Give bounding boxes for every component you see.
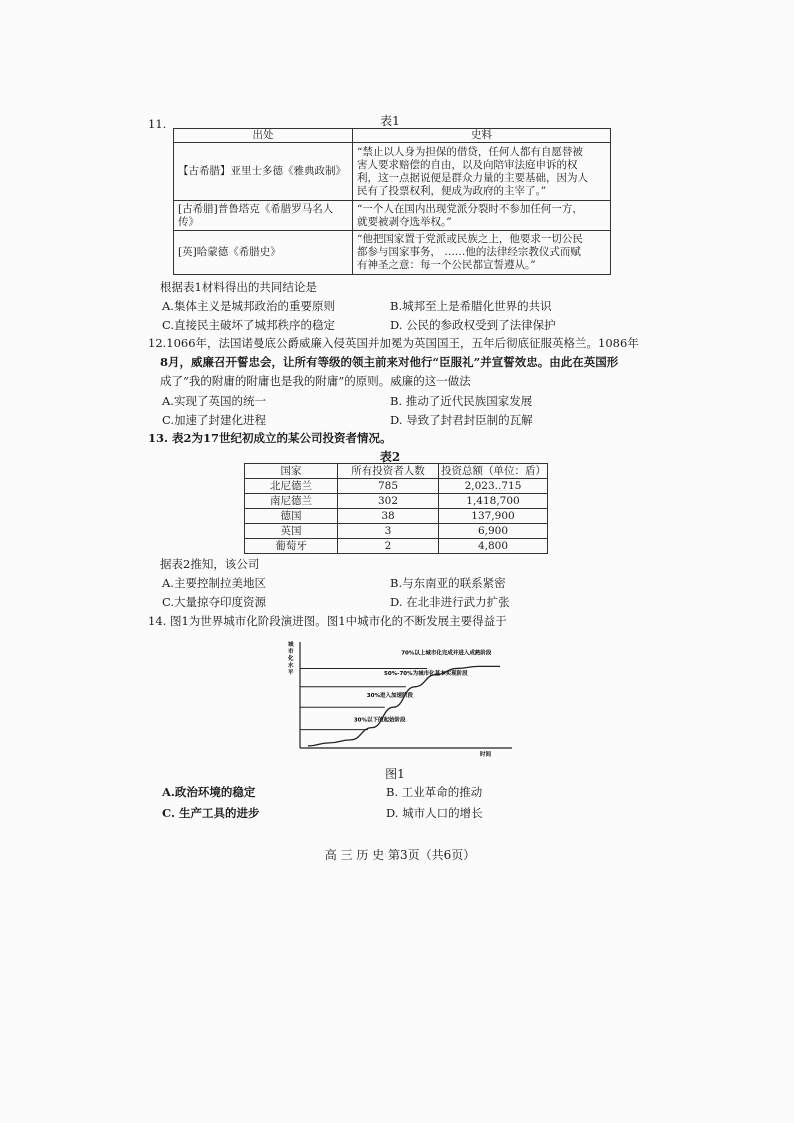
q14-option-d[interactable]: D. 城市人口的增长 xyxy=(386,806,483,820)
question-14-stem: 14. 图1为世界城市化阶段演进图。图1中城市化的不断发展主要得益于 xyxy=(148,614,507,628)
table-2 xyxy=(244,463,548,554)
q13-option-a[interactable]: A.主要控制拉美地区 xyxy=(162,576,266,590)
chart-series-line xyxy=(308,666,500,746)
q12-option-a[interactable]: A.实现了英国的统一 xyxy=(162,394,266,408)
q13-option-d[interactable]: D. 在北非进行武力扩张 xyxy=(390,595,510,609)
table-1-text: “禁止以人身为担保的借贷，任何人都有自愿替被 害人要求赔偿的自由，以及向陪审法庭申诉的权 利，这一点据说便是群众力量的主要基础，因为人 民有了投票权利，便成为政府的主宰了。” xyxy=(353,143,611,201)
question-11-number: 11. xyxy=(148,117,167,131)
question-12-line-3: 成了“我的附庸的附庸也是我的附庸”的原则。威廉的这一做法 xyxy=(160,374,471,388)
table-row: 英国 3 6,900 xyxy=(245,524,548,539)
table-2-header-country: 国家 xyxy=(245,464,338,479)
stage-label: 30%以下的起始阶段 xyxy=(353,717,406,724)
q14-option-b[interactable]: B. 工业革命的推动 xyxy=(386,785,483,799)
page-footer: 高 三 历 史 第3页（共6页） xyxy=(324,848,476,862)
question-13-stem: 13. 表2为17世纪初成立的某公司投资者情况。 xyxy=(148,431,392,445)
chart-xlabel: 时间 xyxy=(480,752,492,758)
figure-1-caption: 图1 xyxy=(385,767,405,781)
table-row xyxy=(174,231,611,275)
table-row: 德国 38 137,900 xyxy=(245,509,548,524)
table-1-header-source: 出处 xyxy=(174,129,353,143)
table-1-header-text: 史料 xyxy=(353,129,611,143)
stage-label: 70%以上城市化完成并进入成熟阶段 xyxy=(401,650,492,657)
question-13-after: 据表2推知，该公司 xyxy=(160,557,260,571)
table-1-title: 表1 xyxy=(380,114,400,128)
q13-option-c[interactable]: C.大量掠夺印度资源 xyxy=(162,595,267,609)
question-11-stem: 根据表1材料得出的共同结论是 xyxy=(160,280,317,294)
table-1-source: 【古希腊】亚里士多德《雅典政制》 xyxy=(174,143,353,201)
table-1-text: “他把国家置于党派或民族之上，他要求一切公民 都参与国家事务， ……他的法律经宗教仪式而赋 有神圣之意：每一个公民都宣誓遵从。” xyxy=(353,231,611,275)
q12-option-d[interactable]: D. 导致了封君封臣制的瓦解 xyxy=(390,413,533,427)
q11-option-d[interactable]: D. 公民的参政权受到了法律保护 xyxy=(390,318,556,332)
q12-option-b[interactable]: B. 推动了近代民族国家发展 xyxy=(390,394,533,408)
q13-option-b[interactable]: B.与东南亚的联系紧密 xyxy=(390,576,506,590)
table-row: 葡萄牙 2 4,800 xyxy=(245,539,548,554)
q11-option-b[interactable]: B.城邦至上是希腊化世界的共识 xyxy=(390,299,552,313)
question-12-line-1: 12.1066年，法国诺曼底公爵威廉入侵英国并加冕为英国国王，五年后彻底征服英格兰。1086年 xyxy=(148,336,639,350)
chart-ylabel: 城 市 化 水 平 xyxy=(288,642,294,676)
q11-option-a[interactable]: A.集体主义是城邦政治的重要原则 xyxy=(162,299,335,313)
table-2-header-total: 投资总额（单位：盾） xyxy=(439,464,548,479)
table-row xyxy=(174,201,611,231)
urbanization-chart xyxy=(280,636,520,760)
stage-label: 30%进入加速阶段 xyxy=(366,693,413,700)
stage-label: 50%-70%为城市化基本实现阶段 xyxy=(384,670,468,677)
q12-option-c[interactable]: C.加速了封建化进程 xyxy=(162,413,267,427)
question-12-line-2: 8月，威廉召开誓忠会，让所有等级的领主前来对他行“臣服礼”并宣誓效忠。由此在英国形 xyxy=(160,355,619,369)
q11-option-c[interactable]: C.直接民主破坏了城邦秩序的稳定 xyxy=(162,318,336,332)
chart-stage-labels xyxy=(354,648,492,723)
table-1-source: [英]哈蒙德《希腊史》 xyxy=(174,231,353,275)
q14-option-c[interactable]: C. 生产工具的进步 xyxy=(162,806,260,820)
q14-option-a[interactable]: A.政治环境的稳定 xyxy=(162,785,256,799)
table-1-source: [古希腊]普鲁塔克《希腊罗马名人传》 xyxy=(174,201,353,231)
table-1 xyxy=(173,128,611,275)
table-2-title: 表2 xyxy=(379,450,401,464)
table-row xyxy=(174,143,611,201)
table-row: 北尼德兰 785 2,023..715 xyxy=(245,479,548,494)
table-2-header-investors: 所有投资者人数 xyxy=(338,464,439,479)
table-row: 南尼德兰 302 1,418,700 xyxy=(245,494,548,509)
table-1-text: “一个人在国内出现党派分裂时不参加任何一方， 就要被剥夺选举权。” xyxy=(353,201,611,231)
